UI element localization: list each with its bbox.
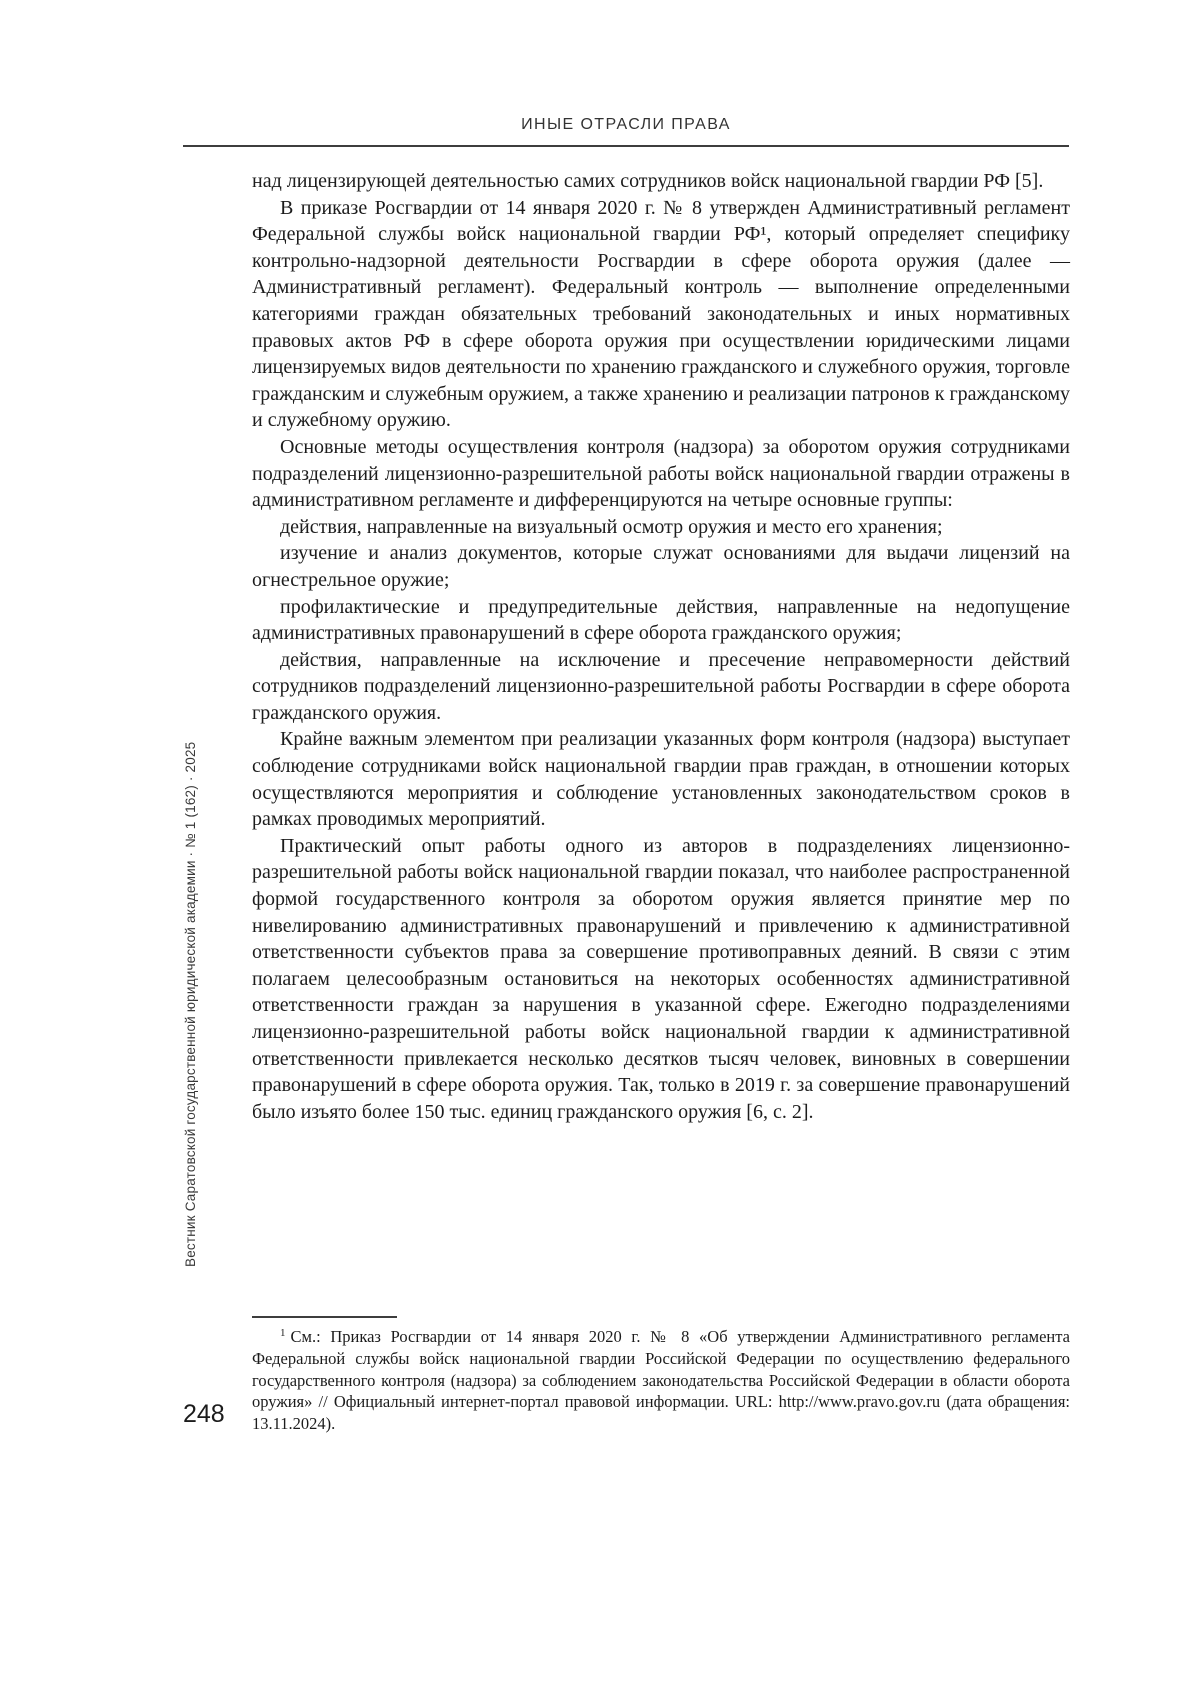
paragraph: профилактические и предупредительные действия, направленные на недопущение административных правонарушений в сфере оборота гражданского оружия; xyxy=(252,595,1070,645)
paragraph: Практический опыт работы одного из авторов в подразделениях лицензионно-разрешительной работы войск национальной гвардии показал, что наиболее распространенной формой государственного контроля за оборотом оружия является принятие мер по нивелированию административных правонарушений и привлечению к административной ответственности субъектов права за совершение противоправных деяний. В связи с этим полагаем целесообразным остановиться на некоторых особенностях административной ответственности граждан за нарушения в указанной сфере. Ежегодно подразделениями лицензионно-разрешительной работы войск национальной гвардии к административной ответственности привлекается несколько десятков тысяч человек, виновных в совершении правонарушений в сфере оборота оружия. Так, только в 2019 г. за совершение правонарушений было изъято более 150 тыс. единиц гражданского оружия [6, с. 2]. xyxy=(252,834,1070,1123)
paragraph: В приказе Росгвардии от 14 января 2020 г. № 8 утвержден Административный регламент Федеральной службы войск национальной гвардии РФ¹, который определяет специфику контрольно-надзорной деятельности Росгвардии в сфере оборота оружия (далее — Административный регламент). Федеральный контроль — выполнение определенными категориями граждан обязательных требований законодательных и иных нормативных правовых актов РФ в сфере оборота оружия при осуществлении юридическими лицами лицензируемых видов деятельности по хранению гражданского и служебного оружия, торговле гражданским и служебным оружием, а также хранению и реализации патронов к гражданскому и служебному оружию. xyxy=(252,196,1070,432)
sidebar-imprint: Вестник Саратовской государственной юридической академии · № 1 (162) · 2025 xyxy=(183,741,198,1267)
paragraph: действия, направленные на визуальный осмотр оружия и место его хранения; xyxy=(280,515,943,538)
footnote-marker: 1 xyxy=(280,1326,286,1339)
paragraph: Крайне важным элементом при реализации указанных форм контроля (надзора) выступает соблюдение сотрудниками войск национальной гвардии прав граждан, в отношении которых осуществляются мероприятия и соблюдение установленных законодательством сроков в рамках проводимых мероприятий. xyxy=(252,728,1070,831)
page-number: 248 xyxy=(183,1400,225,1428)
header-rule xyxy=(183,145,1069,147)
paragraph: действия, направленные на исключение и пресечение неправомерности действий сотрудников подразделений лицензионно-разрешительной работы Росгвардии в сфере оборота гражданского оружия. xyxy=(252,648,1070,724)
paragraph: Основные методы осуществления контроля (надзора) за оборотом оружия сотрудниками подразделений лицензионно-разрешительной работы войск национальной гвардии отражены в административном регламенте и дифференцируются на четыре основные группы: xyxy=(252,435,1070,512)
footnote-rule xyxy=(252,1316,397,1318)
article-body xyxy=(252,168,1070,1125)
footnote xyxy=(252,1326,1070,1435)
footnote-text: См.: Приказ Росгвардии от 14 января 2020 г. № 8 «Об утверждении Административного регламента Федеральной службы войск национальной гвардии Российской Федерации по осуществлению федерального государственного контроля (надзора) за соблюдением законодательства Российской Федерации в области оборота оружия» // Официальный интернет-портал правовой информации. URL: http://www.pravo.gov.ru (дата обращения: 13.11.2024). xyxy=(252,1327,1070,1434)
paragraph: изучение и анализ документов, которые служат основаниями для выдачи лицензий на огнестрельное оружие; xyxy=(252,542,1070,591)
running-head: ИНЫЕ ОТРАСЛИ ПРАВА xyxy=(521,116,731,133)
paragraph: над лицензирующей деятельностью самих сотрудников войск национальной гвардии РФ [5]. xyxy=(252,170,1044,192)
